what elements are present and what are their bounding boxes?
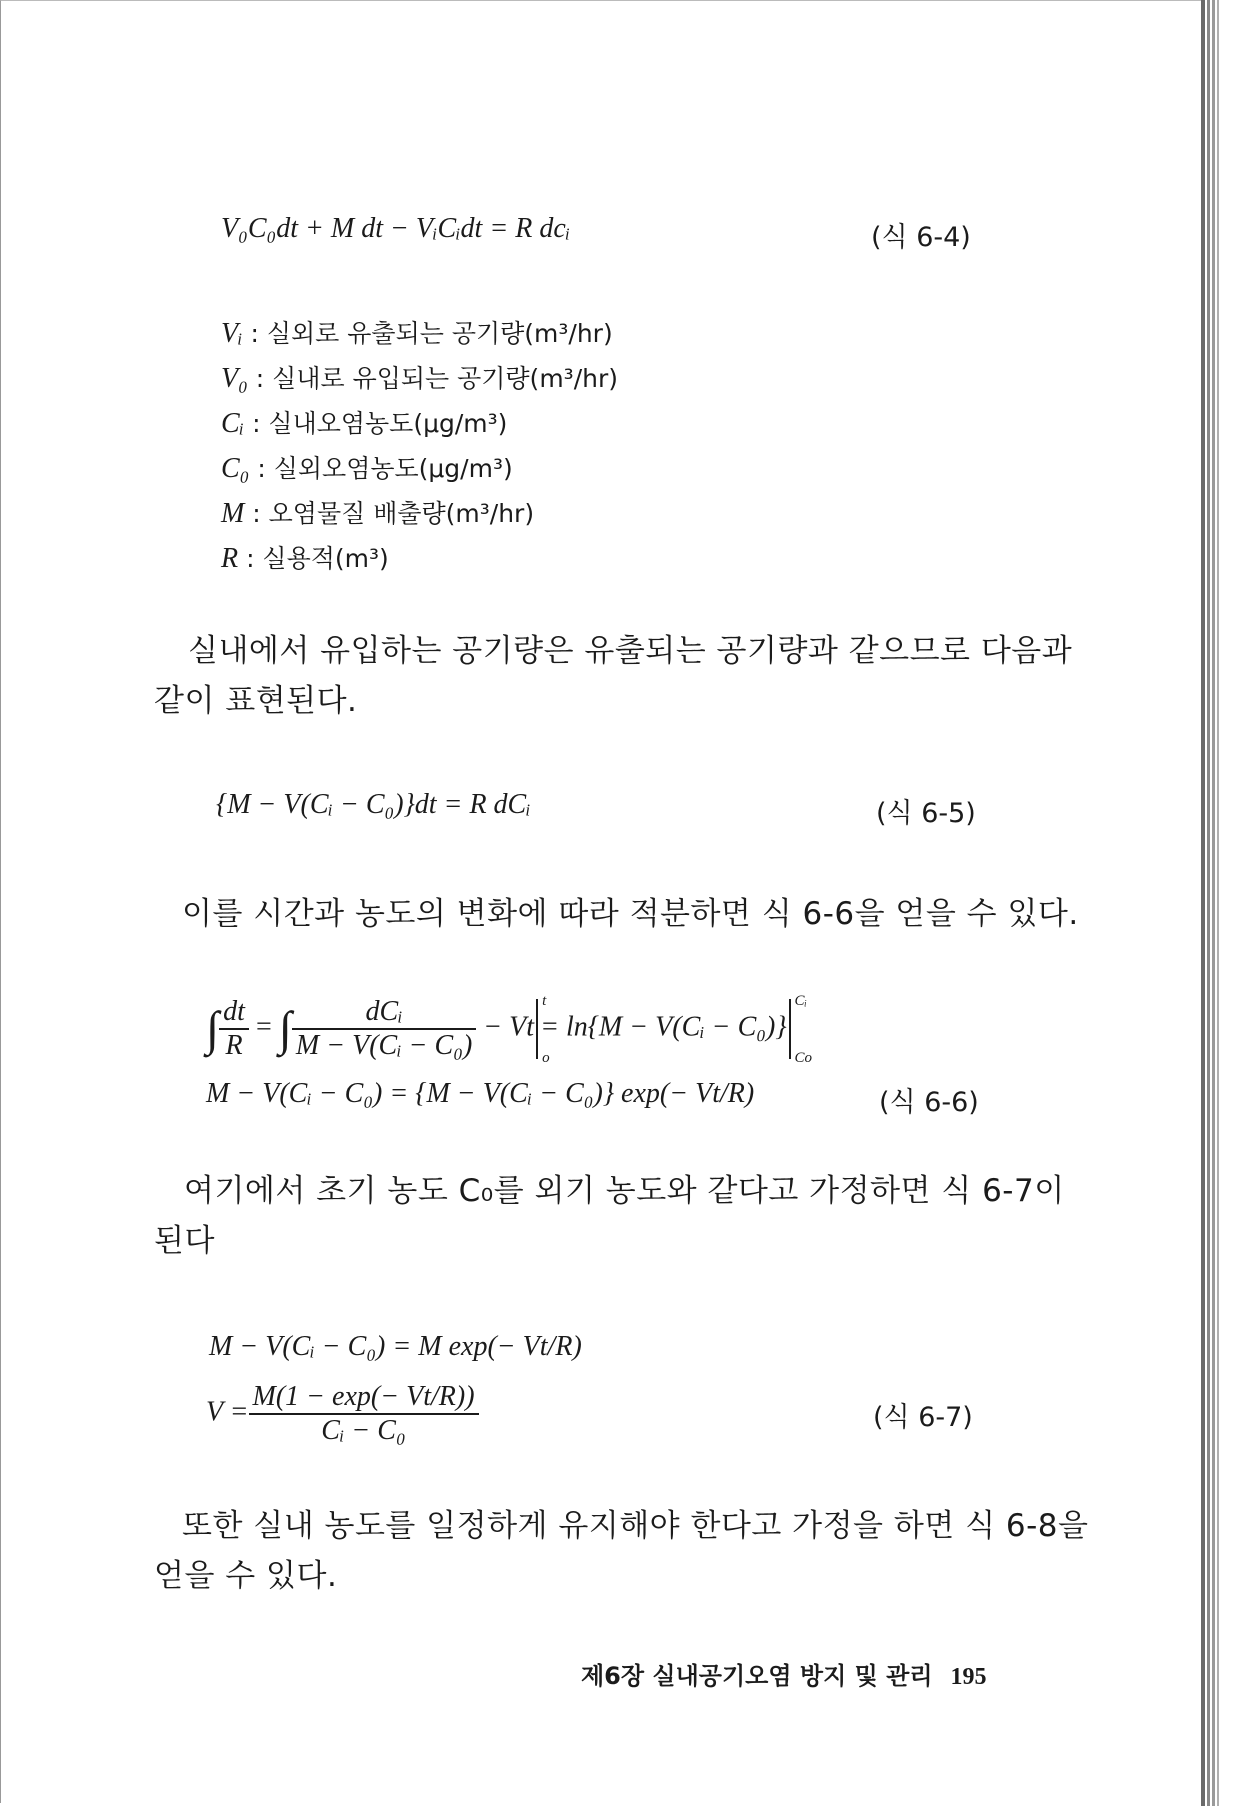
page-edge (1212, 0, 1215, 1806)
definition-symbol: Vᵢ (221, 318, 243, 349)
paragraph-1 (154, 626, 1073, 726)
evaluation-bar (536, 993, 550, 1066)
equation-6-6-label: (식 6-6) (879, 1087, 979, 1118)
limit-lower: o (542, 1050, 550, 1066)
paragraph-line: 이를 시간과 농도의 변화에 따라 적분하면 식 6-6을 얻을 수 있다. (182, 896, 1079, 932)
definition-row (221, 356, 618, 401)
paragraph-line: 실내에서 유입하는 공기량은 유출되는 공기량과 같으므로 다음과 (188, 633, 1073, 669)
equation-term: − Vt (483, 1011, 535, 1043)
equation-6-7-line1: M − V(Cᵢ − C₀) = M exp(− Vt/R) (209, 1331, 582, 1362)
page-footer (581, 1656, 987, 1691)
definition-text: : 실용적(m³) (246, 544, 389, 573)
fraction-numerator: dt (219, 996, 249, 1030)
page-edge (1217, 0, 1219, 1806)
definition-row (221, 491, 618, 536)
equation-6-5-label: (식 6-5) (876, 798, 976, 829)
paragraph-line: 여기에서 초기 농도 C₀를 외기 농도와 같다고 가정하면 식 6-7이 (184, 1173, 1065, 1209)
fraction-dci (292, 996, 476, 1062)
paragraph-line: 같이 표현된다. (154, 683, 358, 719)
equation-6-6-integral: ∫ $\frac{dt}{R}$ = ∫ $\frac{\text{dCᵢ}}{\text{M − V(Cᵢ − C₀)}}$ − Vt t o = ln{M − V(Cᵢ − C₀)} Cᵢ Co (206, 993, 813, 1066)
integral-sign: ∫ (278, 1002, 292, 1056)
integral-sign: ∫ (206, 1002, 220, 1056)
equation-lhs: V = (206, 1396, 249, 1428)
paragraph-line: 된다 (154, 1223, 215, 1259)
equation-6-5: {M − V(Cᵢ − C₀)}dt = R dCᵢ (216, 789, 531, 820)
definition-symbol: R (221, 543, 239, 574)
equation-6-7 (206, 1381, 479, 1447)
chapter-title: 제6장 실내공기오염 방지 및 관리 (581, 1662, 933, 1690)
fraction-v (249, 1381, 479, 1447)
fraction-denominator: R (225, 1030, 243, 1061)
equation-6-7-label: (식 6-7) (873, 1402, 973, 1433)
evaluation-bar (789, 993, 813, 1066)
limit-upper: Cᵢ (794, 993, 807, 1009)
fraction-numerator: dCᵢ (292, 996, 476, 1030)
definition-row (221, 401, 618, 446)
page-edge (1207, 0, 1210, 1806)
fraction-dt-over-r (219, 996, 249, 1062)
fraction-denominator: Cᵢ − C₀ (321, 1415, 406, 1446)
definition-text: : 실내로 유입되는 공기량(m³/hr) (255, 364, 618, 393)
equation-6-4-label: (식 6-4) (871, 222, 971, 253)
definition-text: : 실내오염농도(μg/m³) (252, 409, 508, 438)
definition-symbol: Cᵢ (221, 408, 245, 439)
definition-symbol: C₀ (221, 453, 250, 484)
definition-symbol: M (221, 498, 245, 529)
limit-lower: Co (794, 1050, 813, 1066)
paragraph-2 (156, 889, 1079, 939)
page-edge (1201, 0, 1205, 1806)
definition-row (221, 311, 618, 356)
variable-definitions (221, 311, 618, 581)
equation-6-6: M − V(Cᵢ − C₀) = {M − V(Cᵢ − C₀)} exp(− Vt/R) (206, 1078, 755, 1109)
paragraph-line: 또한 실내 농도를 일정하게 유지해야 한다고 가정을 하면 식 6-8을 (182, 1508, 1089, 1544)
definition-text: : 오염물질 배출량(m³/hr) (252, 499, 535, 528)
fraction-numerator: M(1 − exp(− Vt/R)) (249, 1381, 479, 1415)
paragraph-3 (154, 1166, 1065, 1266)
fraction-denominator: M − V(Cᵢ − C₀) (295, 1030, 473, 1061)
definition-text: : 실외오염농도(μg/m³) (257, 454, 513, 483)
paragraph-line: 얻을 수 있다. (154, 1558, 338, 1594)
definition-symbol: V₀ (221, 363, 248, 394)
equation-rhs: = ln{M − V(Cᵢ − C₀)} (540, 1011, 787, 1043)
limit-upper: t (542, 993, 547, 1009)
definition-text: : 실외로 유출되는 공기량(m³/hr) (250, 319, 613, 348)
definition-row (221, 446, 618, 491)
definition-row (221, 536, 618, 581)
equation-6-4: V₀C₀dt + M dt − VᵢCᵢdt = R dcᵢ (221, 213, 571, 244)
paragraph-4 (154, 1501, 1089, 1601)
page-number: 195 (950, 1664, 987, 1690)
